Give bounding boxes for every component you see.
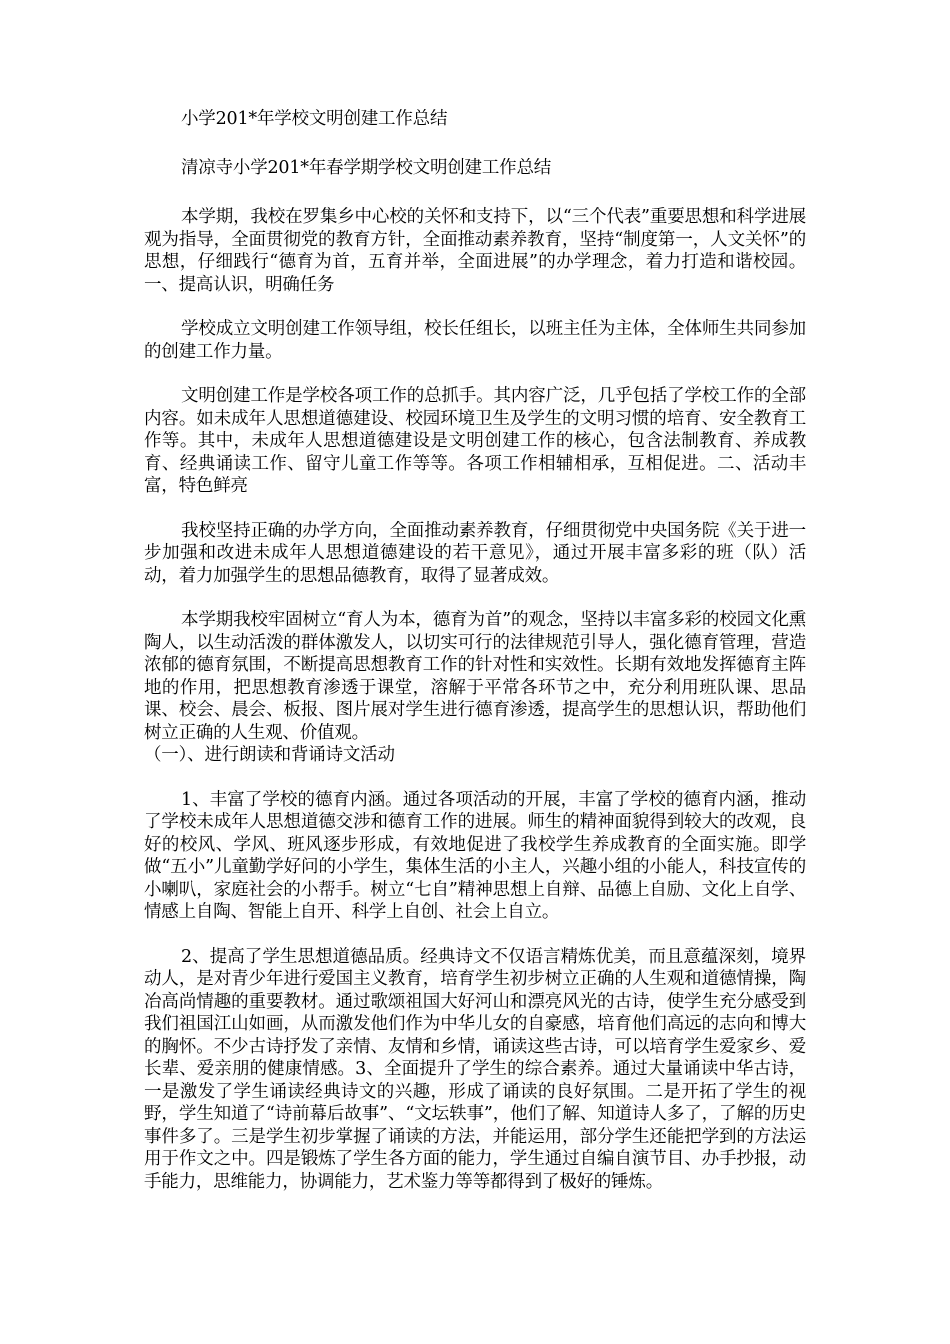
section-heading-recitation: （一）、进行朗读和背诵诗文活动 [144,745,395,765]
paragraph-scope: 文明创建工作是学校各项工作的总抓手。其内容广泛，几乎包括了学校工作的全部内容。如未成年人思想道德建设、校园环境卫生及学生的文明习惯的培育、安全教育工作等。其中，未成年人思想道德建设是文明创建工作的核心，包含法制教育、养成教育、经典诵读工作、留守儿童工作等等。各项工作相辅相承，互相促进。二、活动丰富，特色鲜亮 [144,386,806,496]
paragraph-direction: 我校坚持正确的办学方向，全面推动素养教育，仔细贯彻党中央国务院《关于进一步加强和改进未成年人思想道德建设的若干意见》，通过开展丰富多彩的班（队）活动，着力加强学生的思想品德教育，取得了显著成效。 [144,520,806,586]
paragraph-leadership: 学校成立文明创建工作领导组，校长任组长，以班主任为主体，全体师生共同参加的创建工作力量。 [144,319,806,362]
document-subtitle: 清凉寺小学201*年春学期学校文明创建工作总结 [181,157,552,178]
document-title: 小学201*年学校文明创建工作总结 [181,109,448,129]
document-page [144,108,806,1193]
paragraph-moral-education: 本学期我校牢固树立“育人为本，德育为首”的观念，坚持以丰富多彩的校园文化熏陶人，以生动活泼的群体激发人，以切实可行的法律规范引导人，强化德育管理，营造浓郁的德育氛围，不断提高思想教育工作的针对性和实效性。长期有效地发挥德育主阵地的作用，把思想教育渗透于课堂，溶解于平常各环节之中，充分利用班队课、思品课、校会、晨会、板报、图片展对学生进行德育渗透，提高学生的思想认识，帮助他们树立正确的人生观、价值观。 [144,610,806,743]
paragraph-result-1: 1、丰富了学校的德育内涵。通过各项活动的开展，丰富了学校的德育内涵，推动了学校未成年人思想道德交涉和德育工作的进展。师生的精神面貌得到较大的改观，良好的校风、学风、班风逐步形成，有效地促进了我校学生养成教育的全面实施。即学做“五小”儿童勤学好问的小学生，集体生活的小主人，兴趣小组的小能人，科技宣传的小喇叭，家庭社会的小帮手。树立“七自”精神思想上自辩、品德上自励、文化上自学、情感上自陶、智能上自开、科学上自创、社会上自立。 [144,789,806,922]
paragraph-intro: 本学期，我校在罗集乡中心校的关怀和支持下，以“三个代表”重要思想和科学进展观为指导，全面贯彻党的教育方针，全面推动素养教育，坚持“制度第一，人文关怀”的思想，仔细践行“德育为首，五育并举，全面进展”的办学理念，着力打造和谐校园。一、提高认识，明确任务 [144,207,806,295]
paragraph-result-2: 2、提高了学生思想道德品质。经典诗文不仅语言精炼优美，而且意蕴深刻，境界动人，是对青少年进行爱国主义教育，培育学生初步树立正确的人生观和道德情操，陶冶高尚情趣的重要教材。通过歌颂祖国大好河山和漂亮风光的古诗，使学生充分感受到我们祖国江山如画，从而激发他们作为中华儿女的自豪感，培育他们高远的志向和博大的胸怀。不少古诗抒发了亲情、友情和乡情，诵读这些古诗，可以培育学生爱家乡、爱长辈、爱亲朋的健康情感。3、全面提升了学生的综合素养。通过大量诵读中华古诗，一是激发了学生诵读经典诗文的兴趣，形成了诵读的良好氛围。二是开拓了学生的视野，学生知道了“诗前幕后故事”、“文坛轶事”，他们了解、知道诗人多了，了解的历史事件多了。三是学生初步掌握了诵读的方法，并能运用，部分学生还能把学到的方法运用于作文之中。四是锻炼了学生各方面的能力，学生通过自编自演节目、办手抄报，动手能力，思维能力，协调能力，艺术鉴力等等都得到了极好的锤炼。 [144,946,806,1192]
